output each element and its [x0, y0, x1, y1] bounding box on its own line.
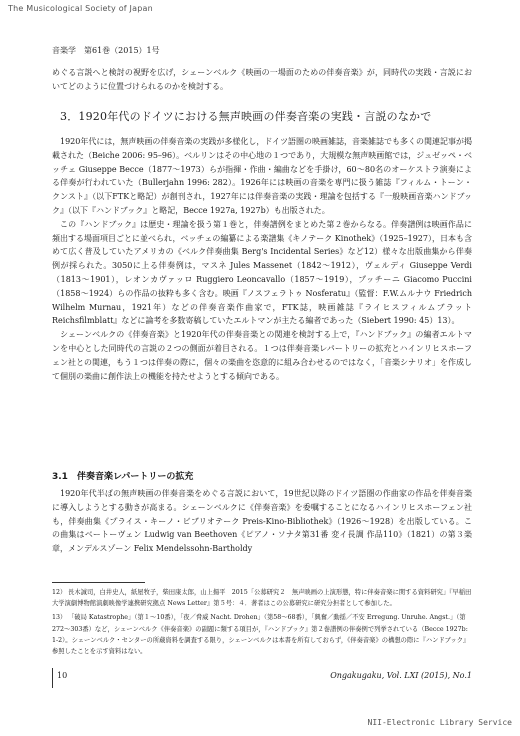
- intro-paragraph: [52, 66, 472, 96]
- subsection-paragraph: 1920年代半ばの無声映画の伴奏音楽をめぐる言説において，19世紀以降のドイツ語圏の作曲家の作品を伴奏音楽に導入しようとする動きが高まる。シェーンベルクに《伴奏音楽》を委嘱することになるハインリヒスホーフェン社も，伴奏曲集《プライス・キーノ・ビブリオテーク Preis-Kino-Bibliothek》（1926〜1928）を出版している。この曲集はベートーヴェン Ludwig van Beethoven《ピアノ・ソナタ第31番 変イ長調 作品110》（1821）の第３楽章，メンデルスゾーン Felix Mendelssohn-Bartholdy: [52, 489, 472, 554]
- footnotes: [52, 587, 472, 663]
- footnote-12: [52, 587, 472, 609]
- body-paragraph-3: シェーンベルクの《伴奏音楽》と1920年代の伴奏音楽との関連を検討する上で，『ハンドブック』の編者エルトマンを中心とした同時代の言説の２つの側面が着目される。１つは伴奏音楽レパートリーの拡充とハインリヒスホーフェン社との関連，もう１つは伴奏の際に，個々の楽曲を恣意的に組み合わせるのではなく，「音楽シナリオ」を作成して個別の楽曲に創作法上の機能を持たせようとする傾向である。: [52, 330, 472, 381]
- section-title: 3．1920年代のドイツにおける無声映画の伴奏音楽の実践・言説のなかで: [60, 110, 432, 123]
- archive-footer: NII-Electronic Library Service: [367, 718, 512, 727]
- page-number-rule: [52, 668, 53, 688]
- footnote-number: 13）: [52, 614, 67, 622]
- section-body: [52, 135, 472, 459]
- footnote-13: [52, 612, 472, 657]
- intro-text: めぐる言説へと検討の視野を広げ，シェーンベルク《映画の一場面のための伴奏音楽》が，同時代の実践・言説においてどのように位置づけられるのかを検討する。: [52, 68, 472, 91]
- site-header: The Musicological Society of Japan: [8, 4, 153, 13]
- body-paragraph-2: この『ハンドブック』は歴史・理論を扱う第１巻と，伴奏譜例をまとめた第２巻からなる。伴奏譜例は映画作品に頻出する場面項目ごとに並べられ，ベッチェの編纂による楽譜集《キノテーク Kinothek》（1925–1927），日本も含めて広く普及していたアメリカの《ベルク伴奏曲集 Berg's Incidental Series》など12）様々な出版曲集から伴奏例が採られた。3050に上る伴奏例は，マスネ Jules Massenet（1842〜1912），ヴェルディ Giuseppe Verdi（1813〜1901），レオンカヴァッロ Ruggiero Leoncavallo（1857〜1919），プッチーニ Giacomo Puccini（1858〜1924）らの作品の抜粋も多く含む。映画『ノスフェラトゥ Nosferatu』（監督：F.W.ムルナウ Friedrich Wilhelm Murnau，1921年）などの伴奏音楽作曲家で，FTK誌，映画雑誌『ライヒスフィルムブラット Reichsfilmblatt』などに論考を多数寄稿していたエルトマンが主たる編者であった（Siebert 1990: 45）13）。: [52, 219, 472, 326]
- subsection-title: 3.1 伴奏音楽レパートリーの拡充: [52, 472, 194, 482]
- footnote-rule: [52, 582, 145, 583]
- journal-footer: Ongakugaku, Vol. LXI (2015), No.1: [330, 671, 472, 680]
- body-paragraph-1: 1920年代には，無声映画の伴奏音楽の実践が多様化し，ドイツ語圏の映画雑誌，音楽雑誌でも多くの関連記事が掲載された（Beiche 2006: 95–96）。ベルリンはその中心地の１つであり，大規模な無声映画館では，ジュゼッペ・ベッチェ Giuseppe Becce（1877〜1973）らが指揮・作曲・編曲などを手掛け，60〜80名のオーケストラ演奏による伴奏が行われていた（Bullerjahn 1996: 282）。1926年には映画の音楽を専門に扱う雑誌『フィルム・トーン・クンスト』（以下FTKと略記）が創刊され，1927年には伴奏音楽の実践・理論を包括する『一般映画音楽ハンドブック』（以下『ハンドブック』と略記，Becce 1927a, 1927b）も出版された。: [52, 137, 472, 215]
- subsection-body: [52, 487, 472, 571]
- footnote-text: 長木誠司，白井史人，紙屋牧子，柴田康太郎，山上揚平 2015「公募研究２ 無声映画の上演形態，特に伴奏音楽に関する資料研究」『早稲田大学演劇博物館演劇映像学連携研究拠点 News Letter』第５号：４．著者はこの公募研究に研究分担者として参加した。: [52, 589, 472, 608]
- page-number: 10: [57, 671, 68, 680]
- footnote-number: 12）: [52, 589, 67, 596]
- footnote-text: 「破局 Katastrophe」（第１〜10番），「夜／脅威 Nacht. Drohen」（第58〜68番），「興奮／動揺／不安 Erregung. Unruhe. Angst.」（第272〜303番）など，シェーンベルク《伴奏音楽》の副題に類する項目が，『ハンドブック』第２巻譜例の伴奏例で列挙されている（Becce 1927b: 1-2）。シェーンベルク・センターの所蔵資料を調査する限り，シェーンベルクは本書を所有しておらず，《伴奏音楽》の構想の際に『ハンドブック』参照したことを示す資料はない。: [52, 614, 470, 656]
- running-header: 音楽学 第61巻（2015）1号: [52, 46, 160, 55]
